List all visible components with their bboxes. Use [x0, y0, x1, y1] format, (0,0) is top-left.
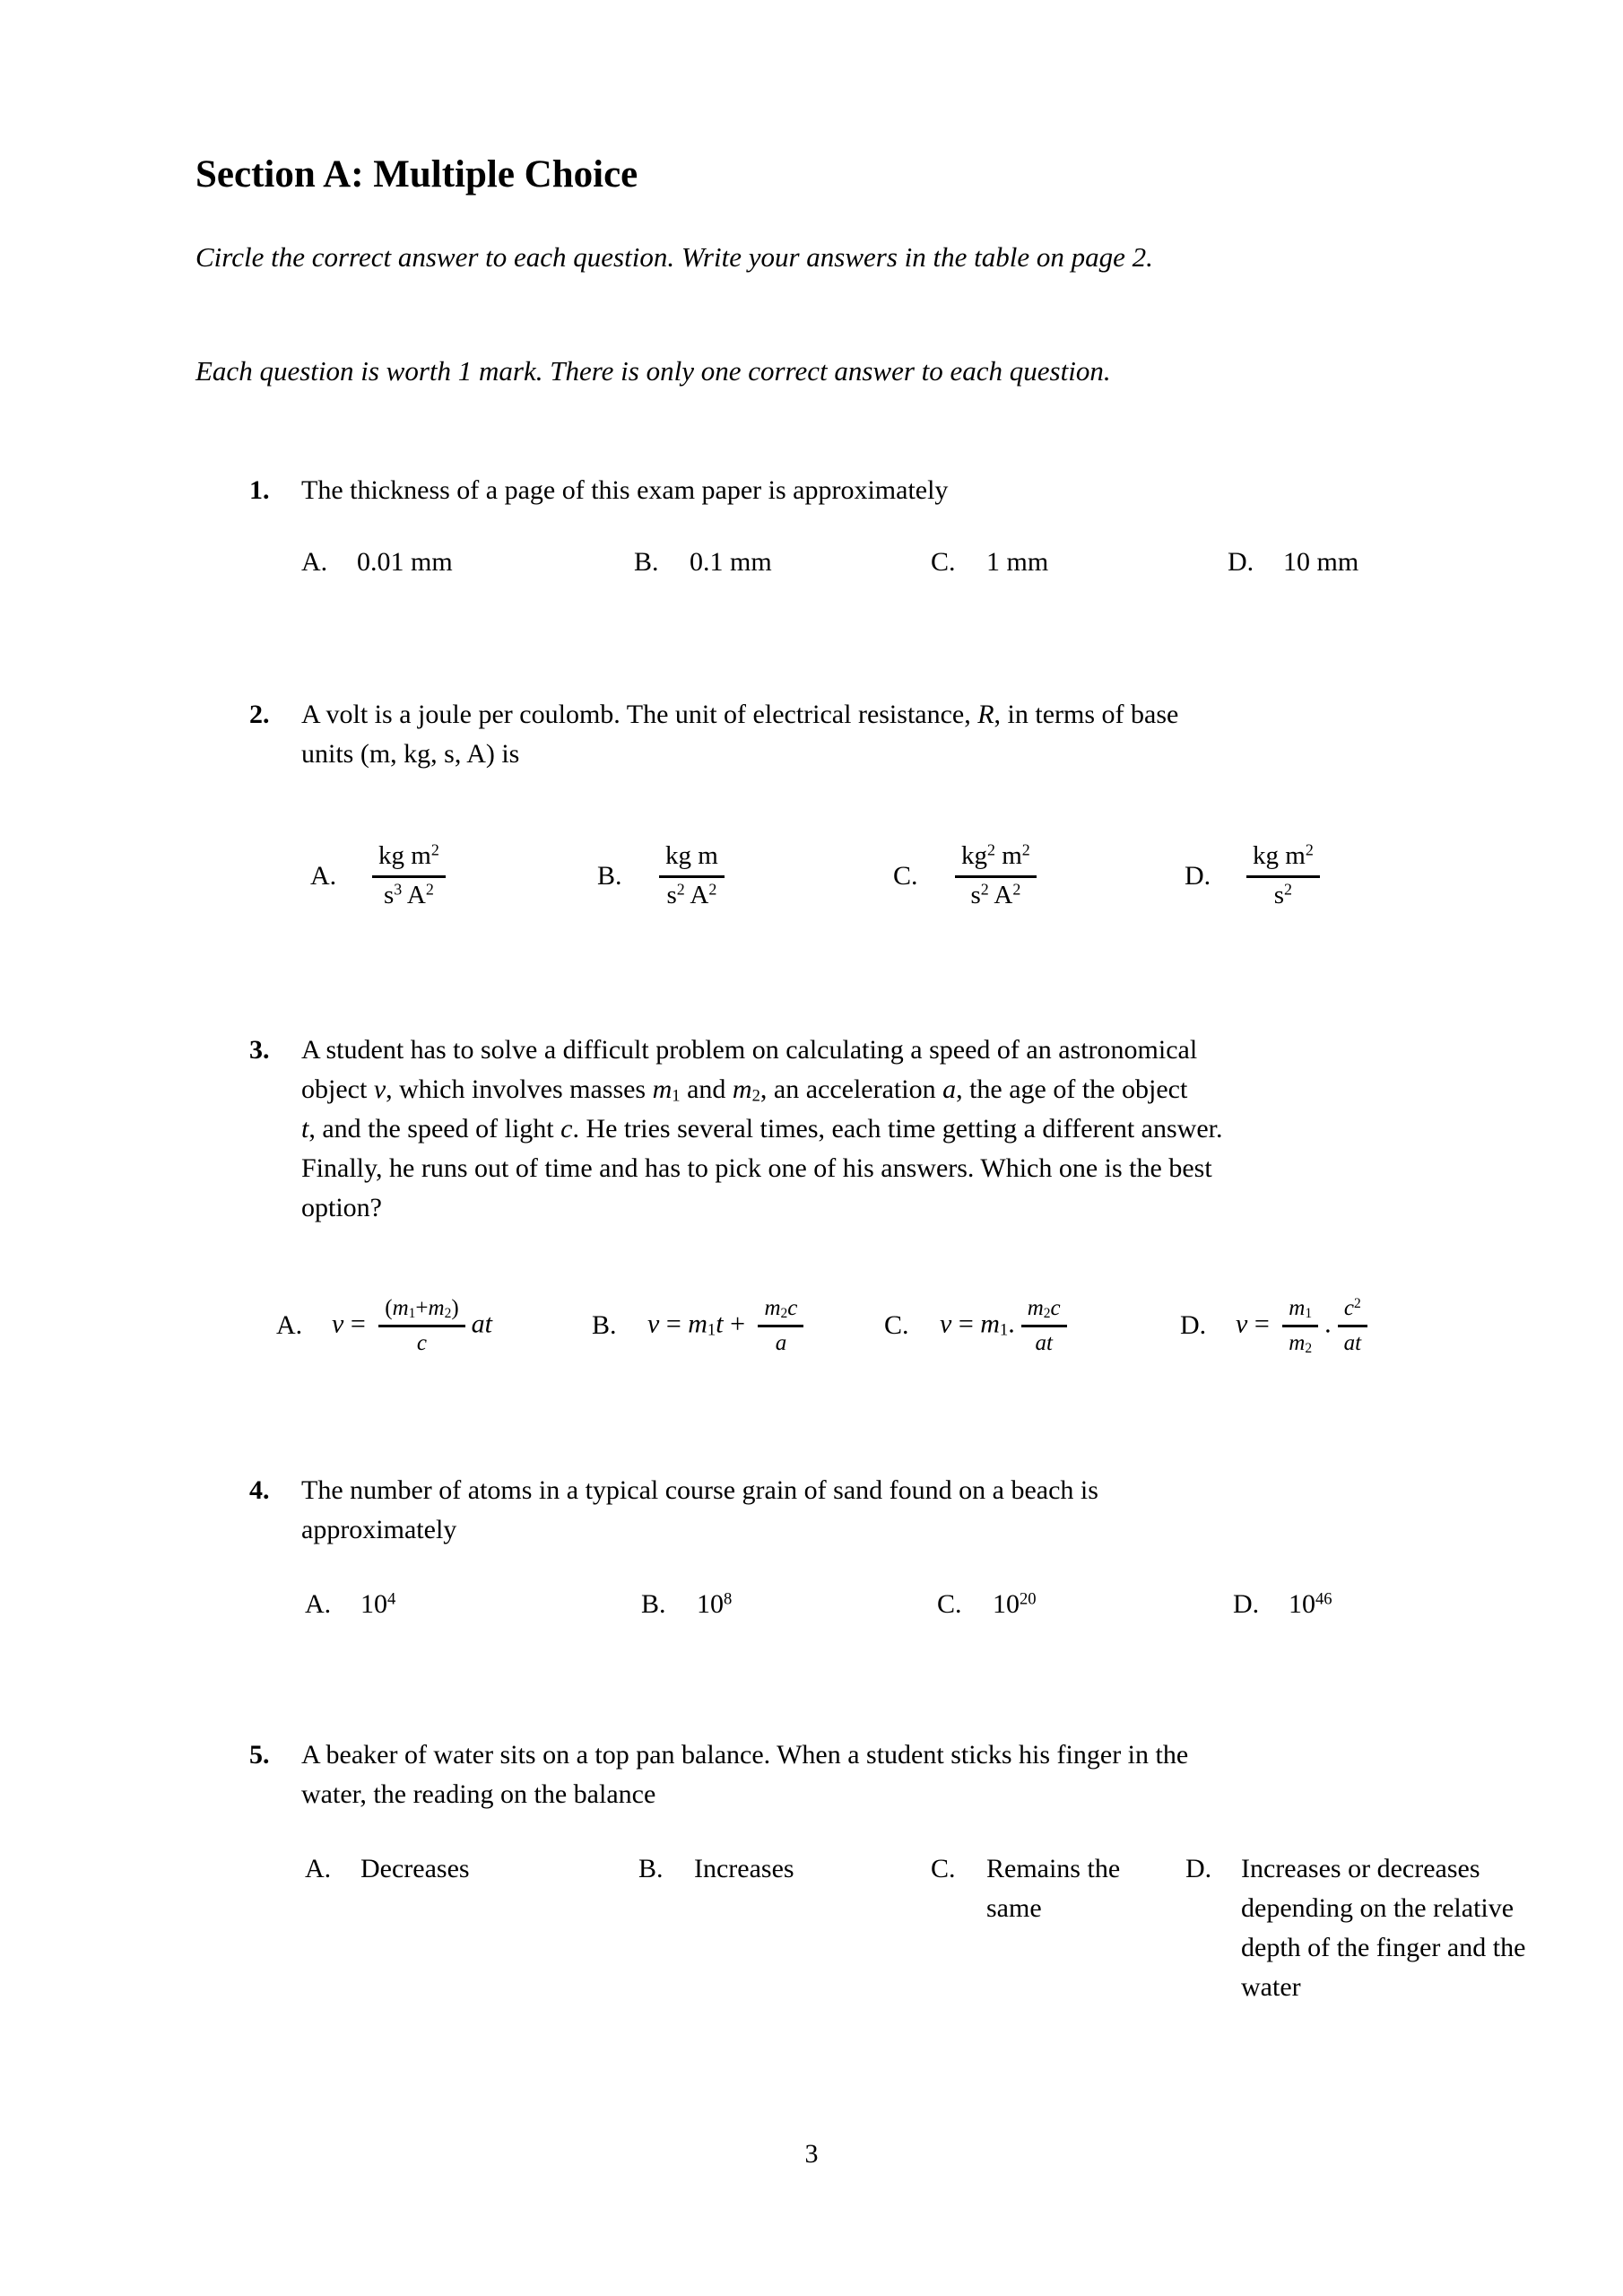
question-4-number: 4.	[249, 1475, 270, 1505]
option-label: B.	[597, 861, 622, 891]
option-content: Increases or decreases depending on the relative depth of the finger and the water	[1241, 1854, 1526, 2002]
question-2	[249, 695, 1178, 774]
option-content: 0.1 mm	[690, 547, 772, 577]
option-content: $\frac{kg^2 m^2}{s^2 A^2}$	[949, 842, 1043, 910]
question-3-text-line-2: object v, which involves masses $m_1$ and $m_2$, an acceleration a, the age of the object	[301, 1074, 1188, 1106]
question-3-text-line-1: A student has to solve a difficult problem on calculating a speed of an astronomical	[301, 1035, 1198, 1065]
option-label: C.	[884, 1310, 909, 1340]
option-content: $\frac{kg m^2}{s^2}$	[1240, 842, 1326, 910]
option-label: B.	[641, 1589, 666, 1619]
question-4-option-d	[1233, 1585, 1332, 1624]
section-title: Section A: Multiple Choice	[195, 153, 638, 196]
question-1-option-b	[634, 543, 772, 582]
option-label: D.	[1228, 547, 1254, 577]
option-label: B.	[634, 547, 659, 577]
option-content: $10^4$	[360, 1589, 396, 1619]
option-content: $v = m_1$. $\frac{m_2c}{at}$	[940, 1296, 1073, 1356]
option-label: D.	[1185, 1854, 1212, 1883]
question-2-text-line-1: A volt is a joule per coulomb. The unit of electrical resistance, R, in terms of base	[301, 700, 1179, 729]
question-1-options	[0, 543, 1623, 582]
question-1-text: The thickness of a page of this exam paper is approximately	[301, 475, 949, 505]
question-3-text-line-4: Finally, he runs out of time and has to pick one of his answers. Which one is the best	[301, 1153, 1212, 1183]
option-content: Increases	[694, 1854, 794, 1883]
option-content: $10^8$	[697, 1589, 733, 1619]
question-3-option-a	[276, 1290, 492, 1361]
question-4-option-a	[305, 1585, 395, 1624]
question-4-text-line-2: approximately	[301, 1515, 457, 1544]
question-1-option-d	[1228, 543, 1358, 582]
option-label: C.	[931, 547, 956, 577]
question-1-option-c	[931, 543, 1048, 582]
option-content: 10 mm	[1283, 547, 1359, 577]
question-4-option-b	[641, 1585, 732, 1624]
option-label: A.	[305, 1854, 332, 1883]
question-4-options	[0, 1585, 1623, 1624]
question-4	[249, 1471, 1098, 1550]
question-2-options	[0, 826, 1623, 926]
instruction-line-2: Each question is worth 1 mark. There is only one correct answer to each question.	[195, 355, 1111, 387]
question-2-option-b	[597, 826, 731, 926]
question-1-number: 1.	[249, 475, 270, 505]
option-content: $10^{46}$	[1289, 1589, 1332, 1619]
option-label: A.	[310, 861, 337, 891]
instruction-line-1: Circle the correct answer to each question. Write your answers in the table on page 2.	[195, 241, 1153, 273]
question-5-options	[0, 1849, 1623, 2002]
option-label: A.	[305, 1589, 332, 1619]
option-label: D.	[1233, 1589, 1260, 1619]
question-3-text-line-5: option?	[301, 1193, 382, 1222]
page-number: 3	[804, 2139, 819, 2169]
option-content: 1 mm	[986, 547, 1049, 577]
option-label: C.	[893, 861, 918, 891]
option-label: B.	[592, 1310, 617, 1340]
option-content: $v = m_1t$ + $\frac{m_2c}{a}$	[647, 1296, 810, 1356]
question-3-option-c	[884, 1290, 1073, 1361]
question-5	[249, 1735, 1188, 1814]
option-label: C.	[937, 1589, 962, 1619]
question-3-options	[0, 1290, 1623, 1361]
option-content: $\frac{kg m^2}{s^3 A^2}$	[366, 842, 452, 910]
question-5-text-line-2: water, the reading on the balance	[301, 1779, 656, 1809]
question-3-number: 3.	[249, 1035, 270, 1065]
option-label: A.	[276, 1310, 303, 1340]
option-label: D.	[1180, 1310, 1207, 1340]
question-4-text-line-1: The number of atoms in a typical course grain of sand found on a beach is	[301, 1475, 1098, 1505]
option-content: Remains the same	[986, 1854, 1121, 1923]
option-content: 0.01 mm	[357, 547, 453, 577]
option-label: A.	[301, 547, 328, 577]
option-label: C.	[931, 1854, 956, 1883]
option-content: $10^{20}$	[993, 1589, 1037, 1619]
question-3	[249, 1031, 1222, 1228]
question-2-option-c	[893, 826, 1043, 926]
question-5-text-line-1: A beaker of water sits on a top pan balance. When a student sticks his finger in the	[301, 1740, 1189, 1770]
option-content: v = $\frac{(m_1+m_2)}{c}$ at	[332, 1295, 492, 1355]
option-label: B.	[638, 1854, 664, 1883]
option-content: $\frac{\text{kg m}}{s^2 A^2}$	[653, 842, 731, 910]
question-3-option-d	[1180, 1290, 1374, 1361]
option-label: D.	[1185, 861, 1211, 891]
question-1	[249, 471, 948, 510]
question-2-text-line-2: units (m, kg, s, A) is	[301, 739, 520, 769]
question-3-option-b	[592, 1290, 810, 1361]
question-5-option-a	[305, 1849, 470, 1889]
question-2-option-d	[1185, 826, 1326, 926]
question-5-number: 5.	[249, 1740, 270, 1770]
option-content: Decreases	[360, 1854, 470, 1883]
question-5-option-d	[1185, 1849, 1528, 2002]
question-5-option-b	[638, 1849, 794, 1889]
question-2-number: 2.	[249, 700, 270, 729]
question-4-option-c	[937, 1585, 1037, 1624]
question-1-option-a	[301, 543, 453, 582]
question-5-option-c	[931, 1849, 1166, 1923]
option-content: v = $\frac{m_1}{m_2}$ . $\frac{c^2}{at}$	[1236, 1296, 1374, 1356]
question-2-option-a	[310, 826, 452, 926]
question-3-text-line-3: t, and the speed of light c. He tries several times, each time getting a different answer.	[301, 1114, 1223, 1144]
